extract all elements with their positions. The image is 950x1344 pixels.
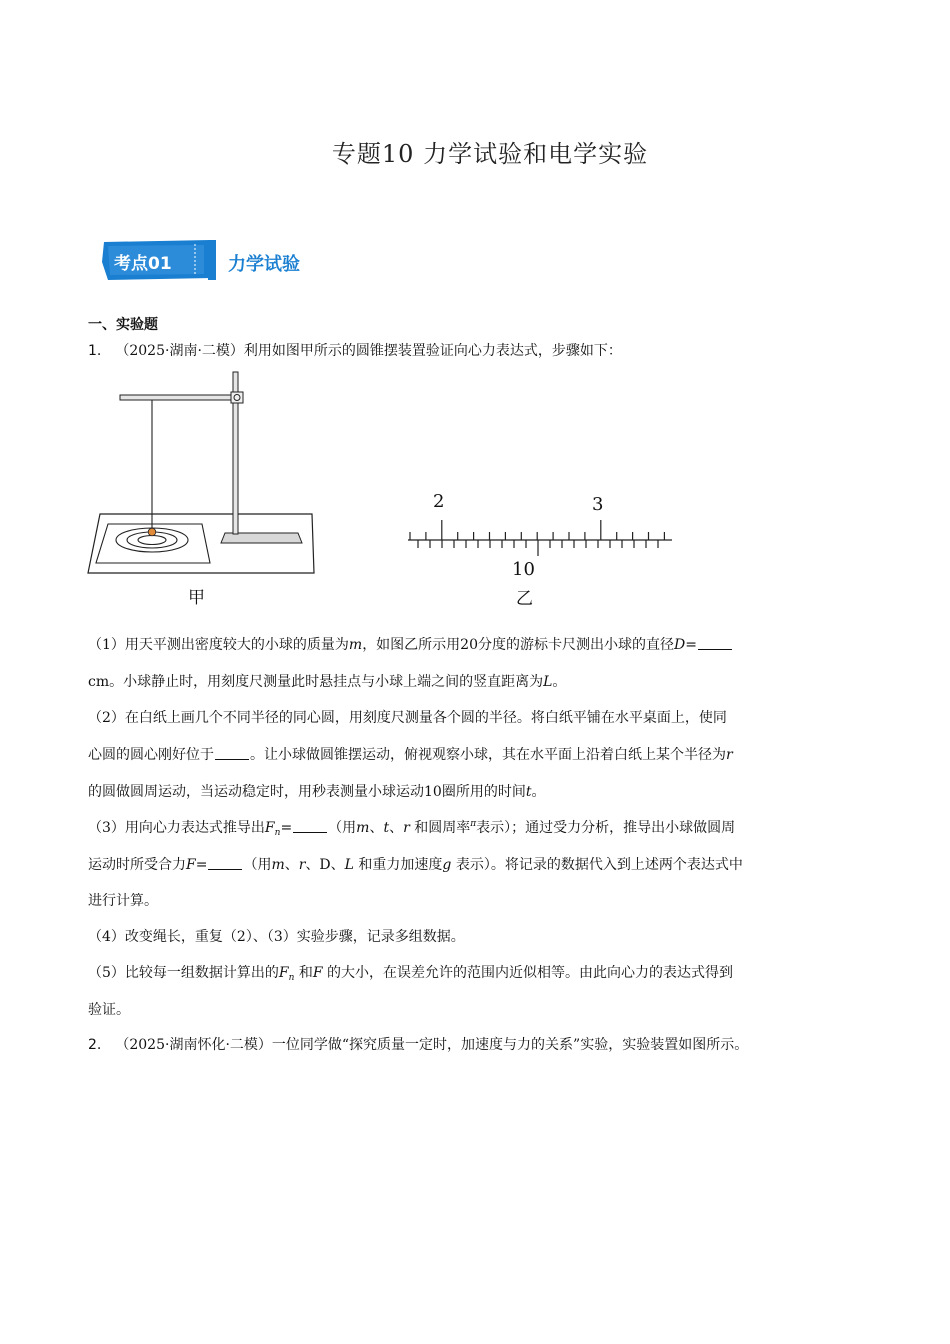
step-2-line-1: （2）在白纸上画几个不同半径的同心圆，用刻度尺测量各个圆的半径。将白纸平铺在水平桌面上，使同 [88, 710, 727, 726]
step-4-line: （4）改变绳长，重复（2）、（3）实验步骤，记录多组数据。 [88, 929, 465, 945]
answer-blank-diameter[interactable] [698, 637, 732, 650]
question-1-number: 1. [88, 343, 102, 359]
step-3-line-1: （3）用向心力表达式推导出$F_n=$ （用m、t、r 和圆周率$^\pi$表示）；通过受力分析，推导出小球做圆周 [88, 819, 736, 838]
step-1-line-1: （1）用天平测出密度较大的小球的质量为m，如图乙所示用20分度的游标卡尺测出小球的直径D= [88, 634, 868, 654]
answer-blank-center[interactable] [215, 747, 249, 760]
step-3-line-3: 进行计算。 [88, 893, 158, 909]
question-2-number: 2. [88, 1037, 102, 1053]
question-1-text: （2025·湖南·二模）利用如图甲所示的圆锥摆装置验证向心力表达式，步骤如下： [115, 343, 622, 359]
answer-blank-f[interactable] [208, 857, 242, 870]
step-5-line-2: 验证。 [88, 1002, 130, 1018]
document-title: 专题10 力学试验和电学实验 [331, 140, 649, 168]
step-2-line-3: 的圆做圆周运动，当运动稳定时，用秒表测量小球运动10圈所用的时间t。 [88, 784, 546, 800]
step-2-line-2: 心圆的圆心刚好位于 。让小球做圆锥摆运动，俯视观察小球，其在水平面上沿着白纸上某个半径为r [88, 747, 733, 763]
question-1 [88, 340, 622, 360]
topic-badge-label: 考点01 [114, 254, 172, 274]
question-2 [88, 1034, 748, 1054]
answer-blank-fn[interactable] [293, 820, 327, 833]
step-1-line-2: cm。小球静止时，用刻度尺测量此时悬挂点与小球上端之间的竖直距离为L。 [88, 674, 567, 690]
topic-title: 力学试验 [228, 254, 300, 275]
step-5-line-1: （5）比较每一组数据计算出的$F_n$ 和F 的大小，在误差允许的范围内近似相等。由此向心力的表达式得到 [88, 965, 734, 983]
scale-vernier-label-10: 10 [512, 559, 535, 580]
question-2-text: （2025·湖南怀化·二模）一位同学做“探究质量一定时，加速度与力的关系”实验，实验装置如图所示。 [115, 1037, 749, 1053]
section-heading: 一、实验题 [88, 317, 158, 333]
figure-jia-label: 甲 [188, 588, 205, 608]
figure-jia-pendulum [80, 366, 330, 581]
scale-main-label-3: 3 [592, 494, 604, 515]
step-3-line-2: 运动时所受合力F= （用m、r、D、L 和重力加速度g 表示）。将记录的数据代入到上述两个表达式中 [88, 857, 743, 873]
scale-main-label-2: 2 [433, 491, 445, 512]
figure-yi-label: 乙 [516, 589, 533, 609]
